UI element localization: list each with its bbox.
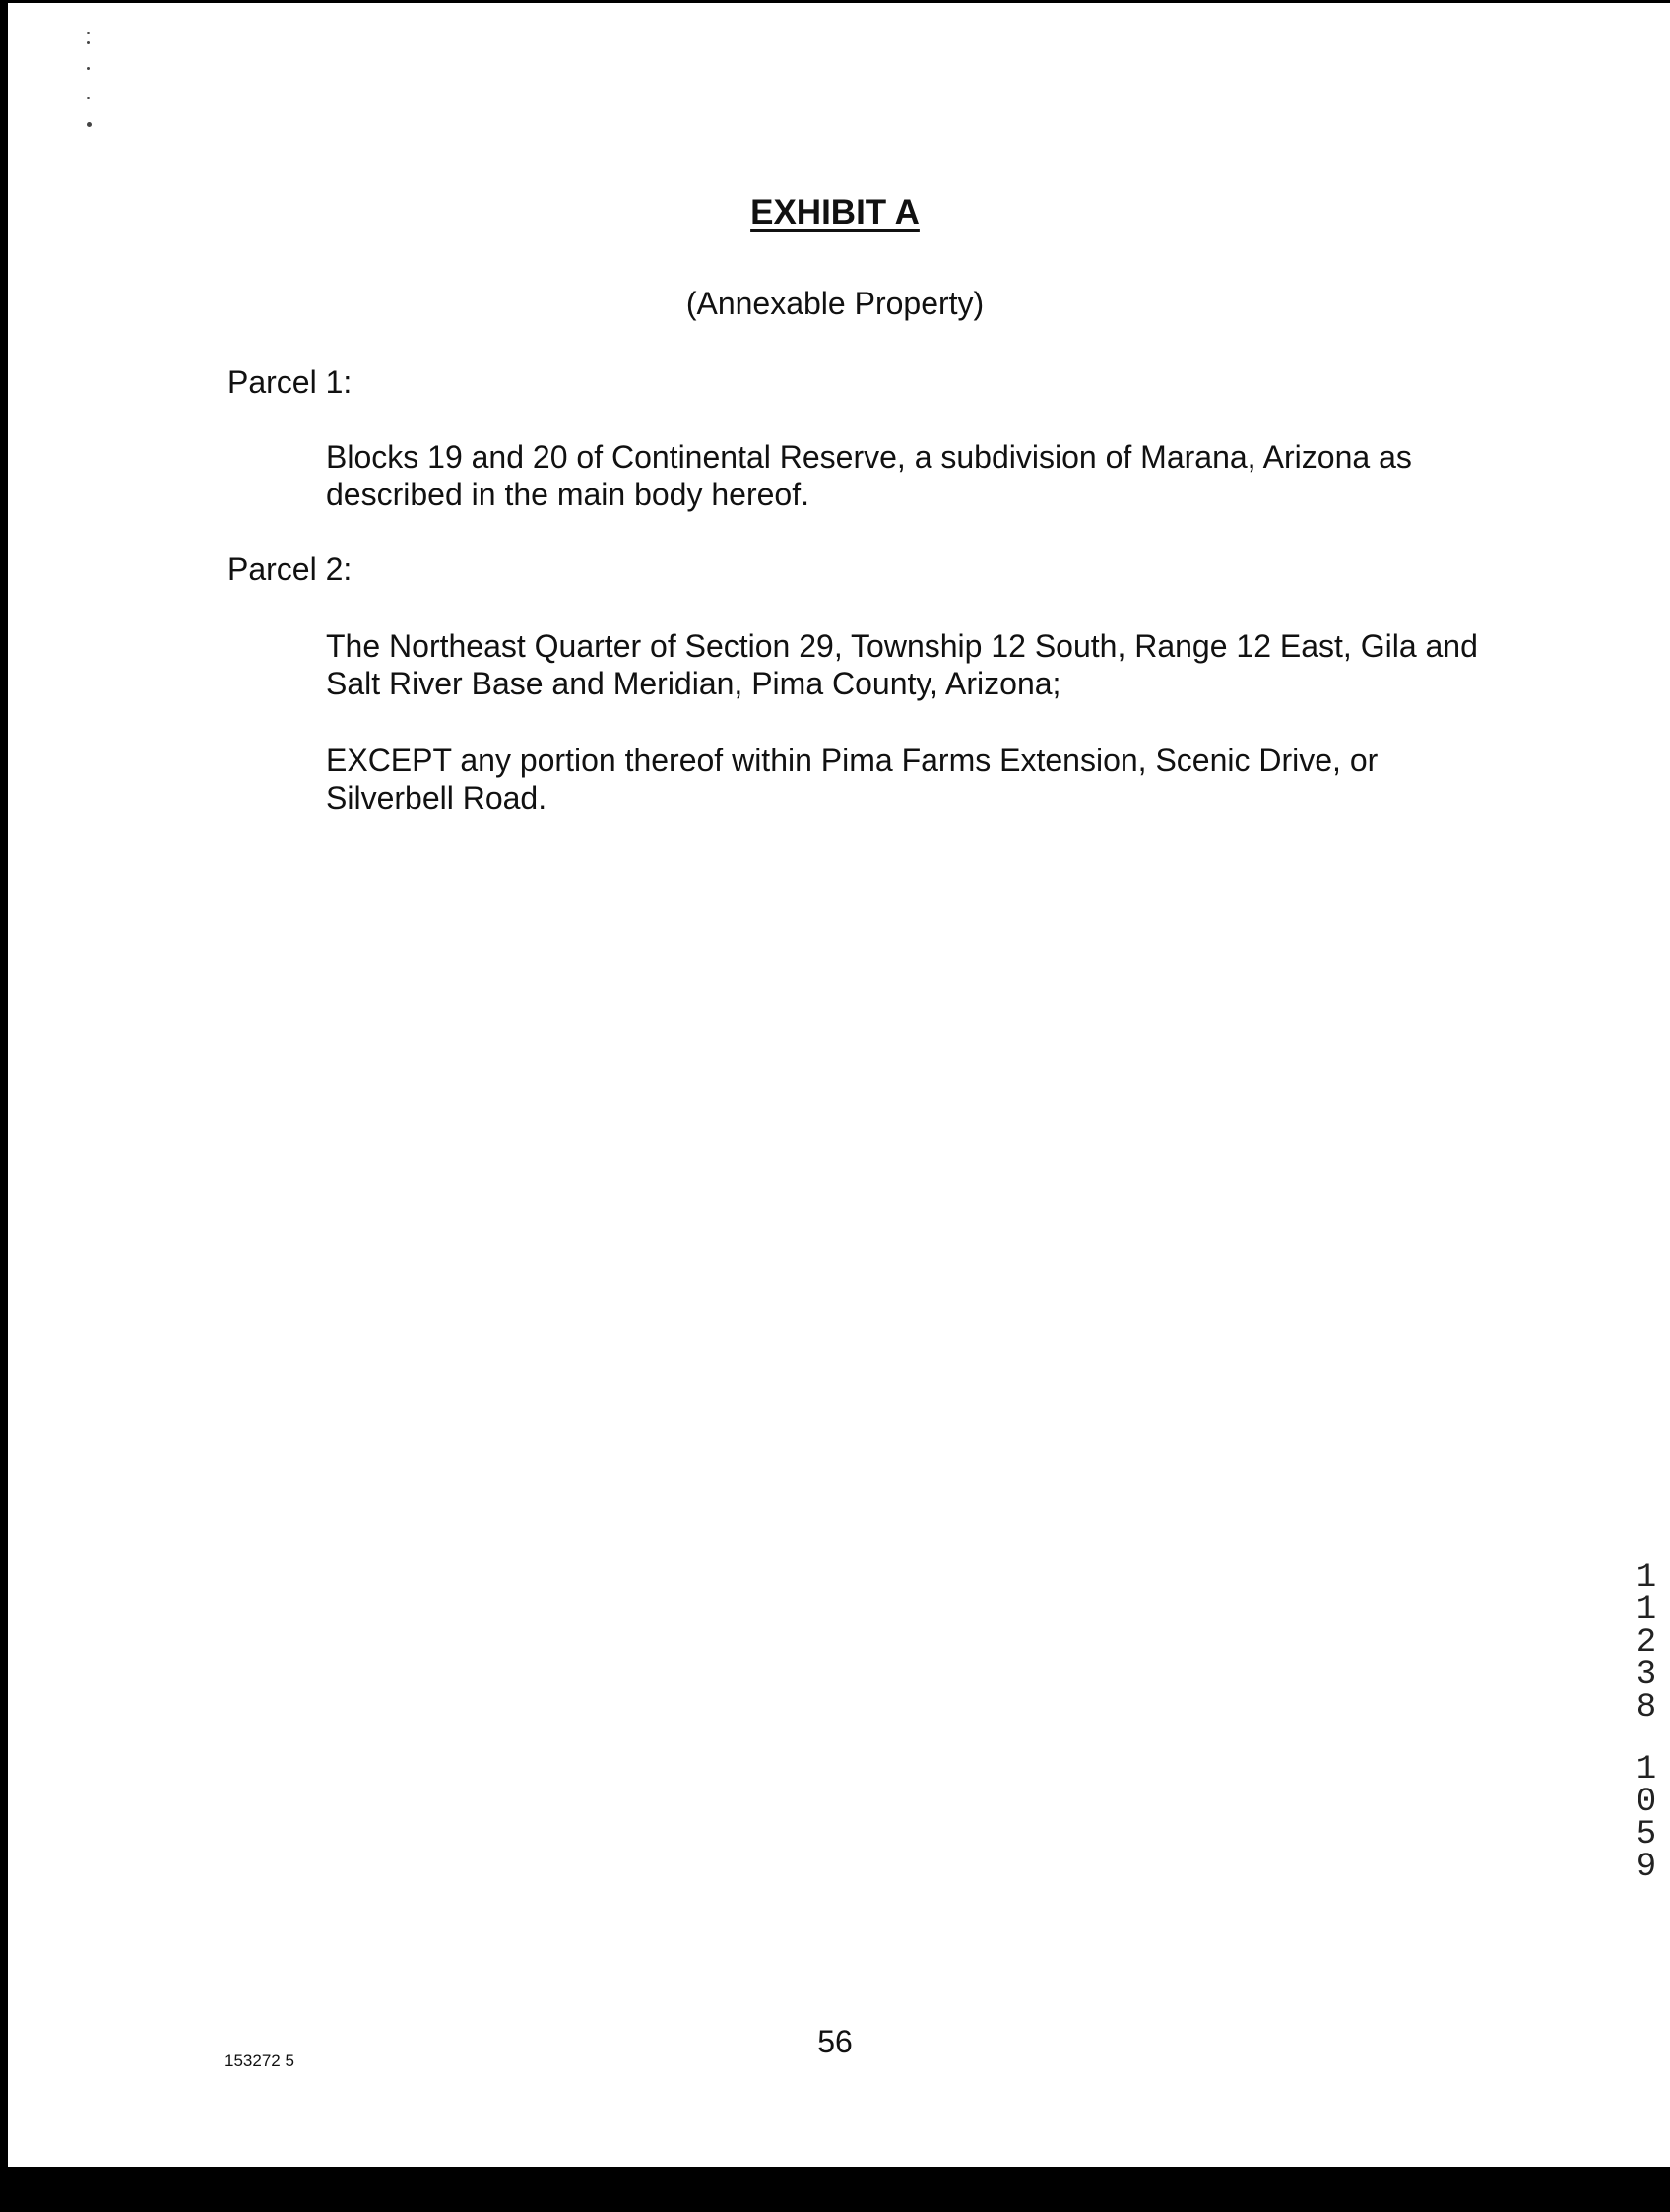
scan-border-bottom [0,2167,1670,2212]
parcel-1-description: Blocks 19 and 20 of Continental Reserve, a subdivision of Marana, Arizona as described in the main body hereof. [326,439,1412,512]
stamp-digit: 1 [1636,1592,1657,1629]
parcel-2-heading: Parcel 2: [227,552,353,587]
recording-stamp [1627,1559,1666,1886]
exhibit-subtitle: (Annexable Property) [685,286,985,321]
parcel-2-description: The Northeast Quarter of Section 29, Township 12 South, Range 12 East, Gila and Salt River Base and Meridian, Pima County, Arizona; [326,628,1478,701]
parcel-1-heading: Parcel 1: [227,364,353,400]
stamp-digit: 0 [1636,1784,1657,1821]
scan-specks [83,28,98,136]
stamp-digit: 8 [1636,1689,1657,1726]
stamp-digit: 9 [1636,1849,1657,1886]
scan-border-left [0,0,8,2212]
stamp-digit: 2 [1636,1624,1657,1661]
stamp-digit: 1 [1636,1559,1657,1596]
stamp-digit: 3 [1636,1657,1657,1694]
parcel-2-exception: EXCEPT any portion thereof within Pima Farms Extension, Scenic Drive, or Silverbell Road. [326,743,1379,815]
document-id: 153272 5 [225,2051,294,2070]
stamp-digit: 5 [1636,1816,1657,1854]
stamp-digit: 1 [1636,1751,1657,1789]
page-number: 56 [817,2024,853,2059]
exhibit-title: EXHIBIT A [750,193,920,231]
scan-border-top [0,0,1670,3]
